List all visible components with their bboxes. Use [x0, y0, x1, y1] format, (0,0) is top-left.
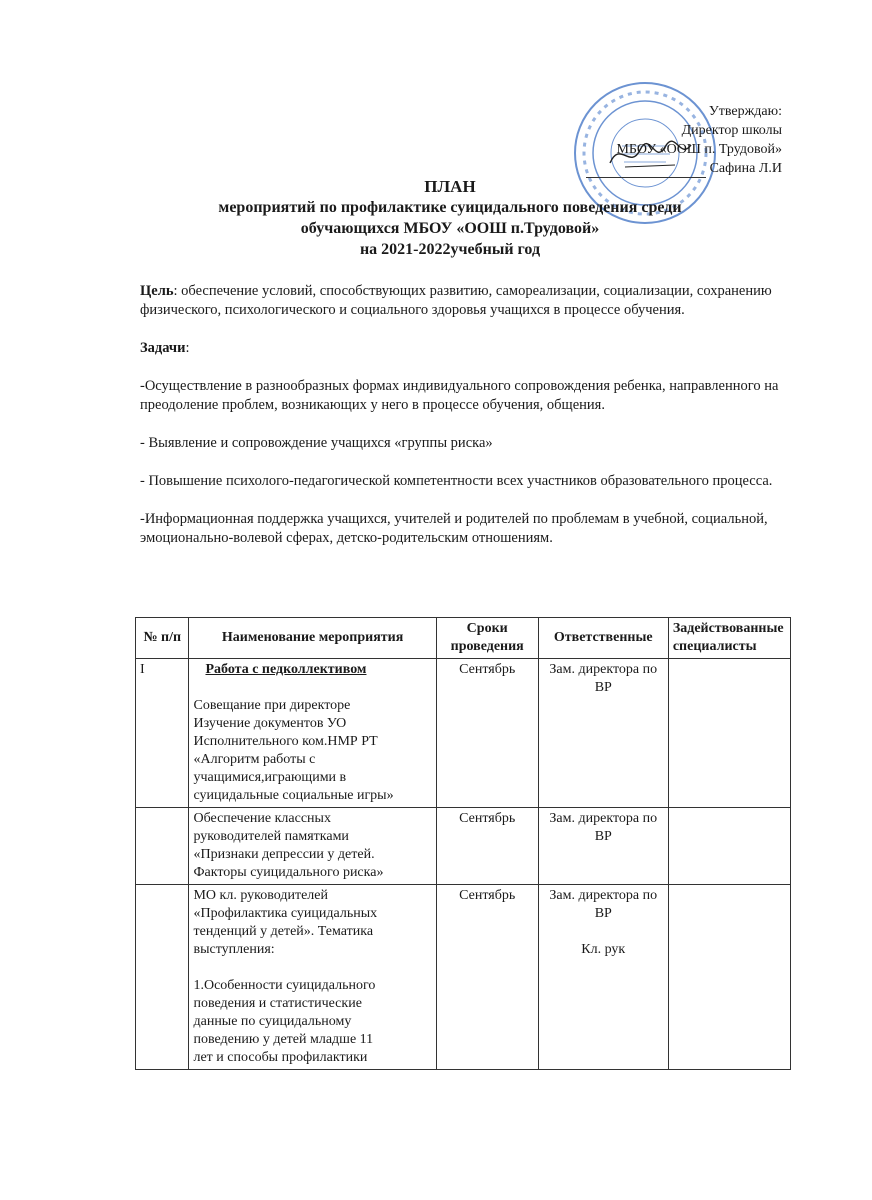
activity-line: данные по суицидальному [193, 1014, 352, 1029]
tasks-colon: : [185, 340, 190, 356]
activity-line: Факторы суицидального риска» [193, 865, 384, 880]
table-header-row [136, 618, 791, 659]
director-name: Сафина Л.И [709, 161, 782, 176]
activity-line: тенденций у детей». Тематика [193, 924, 374, 939]
title-line-4: на 2021-2022учебный год [359, 241, 541, 258]
activity-line: Обеспечение классных [193, 811, 331, 826]
goal-text: : обеспечение условий, способствующих развитию, самореализации, социализации, сохранению физического, психологического и социального здоровья учащихся в процессе обучения. [140, 283, 772, 318]
activity-line: «Профилактика суицидальных [193, 906, 378, 921]
header-specialists: Задействованные специалисты [668, 618, 790, 659]
goal-label: Цель [140, 283, 174, 299]
activity-line: поведению у детей младше 11 [193, 1032, 374, 1047]
activity-line: суицидальные социальные игры» [193, 788, 394, 803]
activity-gap [193, 959, 431, 977]
approval-line-3: МБОУ «ООШ п. Трудовой» [616, 142, 782, 157]
activity-line: «Алгоритм работы с [193, 752, 316, 767]
table-row [136, 885, 791, 1070]
activity-line: выступления: [193, 942, 275, 957]
document-body [140, 282, 790, 567]
row-activity [189, 808, 436, 885]
activity-line: руководителей памятками [193, 829, 349, 844]
approval-line-1: Утверждаю: [708, 104, 782, 119]
row-responsible [538, 885, 668, 1070]
row-dates: Сентябрь [436, 885, 538, 1070]
activity-line: 1.Особенности суицидального [193, 978, 376, 993]
row-activity [189, 659, 436, 808]
row-dates: Сентябрь [436, 659, 538, 808]
plan-table [135, 617, 791, 1070]
tasks-heading [140, 339, 790, 358]
activity-line: лет и способы профилактики [193, 1050, 368, 1065]
row-activity [189, 885, 436, 1070]
header-dates: Сроки проведения [436, 618, 538, 659]
activity-line: Исполнительного ком.НМР РТ [193, 734, 378, 749]
row-dates: Сентябрь [436, 808, 538, 885]
header-num: № п/п [136, 618, 189, 659]
activity-line: учащимися,играющими в [193, 770, 347, 785]
task-item-1: -Осуществление в разнообразных формах индивидуального сопровождения ребенка, направленного на преодоление проблем, возникающих у него в процессе обучения, общения. [140, 378, 779, 413]
table-row [136, 808, 791, 885]
responsible-secondary: Кл. рук [581, 942, 626, 957]
header-name: Наименование мероприятия [189, 618, 436, 659]
title-line-3: обучающихся МБОУ «ООШ п.Трудовой» [300, 220, 600, 237]
row-specialists [668, 808, 790, 885]
document-title [100, 176, 800, 260]
title-line-2: мероприятий по профилактике суицидального поведения среди [218, 199, 682, 216]
row-responsible: Зам. директора по ВР [538, 659, 668, 808]
approval-line-2: Директор школы [681, 123, 782, 138]
tasks-label: Задачи [140, 340, 186, 356]
activity-line: Изучение документов УО [193, 716, 347, 731]
activity-line: поведения и статистические [193, 996, 362, 1011]
section-title: Работа с педколлективом [205, 662, 367, 677]
title-line-1: ПЛАН [424, 177, 476, 196]
task-item-3: - Повышение психолого-педагогической компетентности всех участников образовательного процесса. [140, 473, 773, 489]
activity-line: МО кл. руководителей [193, 888, 328, 903]
activity-line: Совещание при директоре [193, 698, 351, 713]
task-item-4: -Информационная поддержка учащихся, учителей и родителей по проблемам в учебной, социальной, эмоционально-волевой сферах, детско-родительским отношениям. [140, 511, 768, 546]
row-specialists [668, 659, 790, 808]
goal-paragraph [140, 282, 790, 320]
approval-block [586, 102, 782, 178]
responsible-primary: Зам. директора по ВР [549, 888, 658, 921]
row-num [136, 808, 189, 885]
header-responsible: Ответственные [538, 618, 668, 659]
row-responsible: Зам. директора по ВР [538, 808, 668, 885]
row-num [136, 885, 189, 1070]
table-row [136, 659, 791, 808]
responsible-gap [543, 923, 664, 941]
row-specialists [668, 885, 790, 1070]
row-num: I [136, 659, 189, 808]
task-item-2: - Выявление и сопровождение учащихся «группы риска» [140, 435, 493, 451]
activity-line: «Признаки депрессии у детей. [193, 847, 375, 862]
